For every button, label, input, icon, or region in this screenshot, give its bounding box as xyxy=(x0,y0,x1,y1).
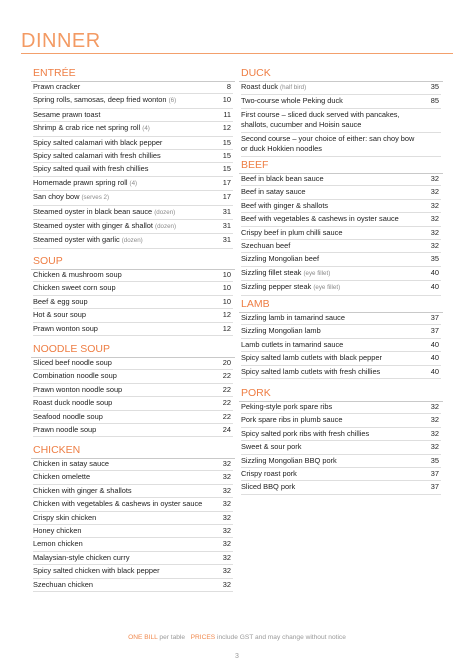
menu-item-name xyxy=(241,441,301,453)
menu-item-name-text: Roast duck xyxy=(241,82,278,91)
menu-item-price: 22 xyxy=(222,411,231,421)
menu-item-name-text: Chicken sweet corn soup xyxy=(33,283,116,293)
menu-item-note: (6) xyxy=(168,97,177,105)
menu-section xyxy=(241,158,441,296)
menu-item xyxy=(33,357,233,370)
menu-item-price: 10 xyxy=(222,95,231,105)
menu-item xyxy=(33,565,233,578)
menu-item-name xyxy=(241,428,369,440)
menu-item-name-text: Sweet & sour pork xyxy=(241,442,302,452)
footer-prices-note: include GST and may change without notice xyxy=(216,634,346,641)
menu-item-price: 37 xyxy=(430,313,439,322)
menu-item-name-text: Beef in black bean sauce xyxy=(241,174,324,183)
menu-item xyxy=(241,401,441,414)
menu-item xyxy=(33,234,233,248)
menu-item-price: 31 xyxy=(222,206,231,216)
menu-item-price: 15 xyxy=(222,164,231,174)
menu-item-price: 22 xyxy=(222,384,231,394)
menu-item-name xyxy=(33,411,103,423)
menu-item xyxy=(241,227,441,240)
menu-item xyxy=(33,552,233,565)
menu-item-price: 35 xyxy=(430,254,439,264)
menu-item xyxy=(241,312,441,325)
menu-item xyxy=(33,81,233,94)
menu-item-price: 32 xyxy=(430,442,439,452)
menu-item xyxy=(33,370,233,383)
menu-item xyxy=(33,269,233,282)
menu-item-name-text: Lamb cutlets in tamarind sauce xyxy=(241,339,344,349)
page-title: DINNER xyxy=(21,30,101,52)
menu-item xyxy=(33,458,233,471)
menu-item-name xyxy=(241,281,340,294)
menu-item xyxy=(33,323,233,336)
menu-item-name xyxy=(241,173,324,185)
menu-item xyxy=(241,352,441,365)
menu-item-name xyxy=(241,213,399,225)
menu-item-name xyxy=(241,267,330,280)
menu-item xyxy=(33,191,233,205)
menu-item-name xyxy=(241,455,337,467)
menu-item-name-text: Honey chicken xyxy=(33,526,82,536)
menu-item-name xyxy=(33,370,117,382)
section-heading: SOUP xyxy=(33,255,63,267)
menu-item-price: 32 xyxy=(430,187,439,197)
menu-item-name-text: Steamed oyster in black bean sauce xyxy=(33,206,153,216)
menu-item-name-text: Beef in satay sauce xyxy=(241,187,306,197)
menu-item-price: 37 xyxy=(430,469,439,479)
menu-item-price: 40 xyxy=(430,282,439,292)
section-heading: CHICKEN xyxy=(33,444,81,456)
menu-item-price: 11 xyxy=(223,109,231,119)
menu-item-name xyxy=(33,206,175,219)
menu-item-name-text: Steamed oyster with ginger & shallot xyxy=(33,221,153,231)
menu-item-name-text: Sizzling lamb in tamarind sauce xyxy=(241,313,345,322)
menu-item xyxy=(241,213,441,226)
menu-item xyxy=(33,411,233,424)
footer-one-bill: ONE BILL xyxy=(128,634,158,641)
menu-item xyxy=(241,414,441,427)
menu-item-name xyxy=(33,384,122,396)
menu-item-name-text: Two-course whole Peking duck xyxy=(241,96,343,106)
menu-item-name-text: Beef with vegetables & cashews in oyster sauce xyxy=(241,214,399,224)
menu-item-list xyxy=(33,357,233,437)
menu-item-price: 12 xyxy=(222,123,231,133)
menu-item-name xyxy=(241,366,380,378)
menu-item-name xyxy=(241,134,421,154)
menu-item-price: 10 xyxy=(222,270,231,279)
menu-item-note: (4) xyxy=(129,179,138,187)
menu-item xyxy=(241,240,441,253)
menu-item-name xyxy=(33,282,116,294)
menu-item-name-text: Spicy salted quail with fresh chillies xyxy=(33,164,149,174)
menu-item-price: 22 xyxy=(222,398,231,408)
menu-item-name-text: Spring rolls, samosas, deep fried wonton xyxy=(33,95,167,105)
menu-item-note: (4) xyxy=(142,125,150,133)
menu-item-name-text: Chicken & mushroom soup xyxy=(33,270,122,279)
menu-item xyxy=(33,397,233,410)
menu-item-price: 32 xyxy=(222,512,231,522)
menu-section xyxy=(33,342,233,437)
menu-item-price: 32 xyxy=(430,227,439,237)
section-heading: DUCK xyxy=(241,67,271,79)
menu-item-name-text: Hot & sour soup xyxy=(33,310,86,320)
menu-item-name xyxy=(33,579,93,591)
menu-item-name-text: Sizzling pepper steak xyxy=(241,282,312,292)
menu-item-name xyxy=(33,137,162,149)
menu-item-name-text: Combination noodle soup xyxy=(33,371,117,381)
menu-item-name-text: Shrimp & crab rice net spring roll xyxy=(33,123,141,133)
menu-item xyxy=(33,296,233,309)
menu-item-name-text: Roast duck noodle soup xyxy=(33,398,113,408)
menu-item-price: 32 xyxy=(430,200,439,210)
menu-item-price: 17 xyxy=(222,192,231,202)
menu-item-name-text: Spicy salted lamb cutlets with black pepper xyxy=(241,353,382,363)
menu-item-price: 40 xyxy=(430,353,439,363)
menu-item-name xyxy=(241,414,342,426)
title-divider xyxy=(21,53,453,54)
menu-item-price: 40 xyxy=(430,267,439,277)
menu-item xyxy=(33,309,233,322)
menu-item-name xyxy=(241,227,342,239)
footer-note xyxy=(0,634,474,641)
menu-item-name-text: Prawn wonton noodle soup xyxy=(33,384,123,394)
menu-item xyxy=(33,206,233,220)
menu-item-price: 40 xyxy=(430,366,439,376)
footer-prices: PRICES xyxy=(190,634,216,641)
menu-item-note: (half bird) xyxy=(280,84,307,91)
menu-item-price: 32 xyxy=(430,415,439,425)
menu-item xyxy=(241,81,441,95)
menu-section xyxy=(33,66,233,249)
menu-item-name-text: Beef with ginger & shallots xyxy=(241,200,329,210)
menu-item xyxy=(33,579,233,592)
menu-item xyxy=(241,95,441,108)
menu-item-price: 31 xyxy=(222,221,231,231)
menu-item-name-text: Prawn noodle soup xyxy=(33,425,97,435)
menu-item xyxy=(241,173,441,186)
menu-item-name-text: Crispy roast pork xyxy=(241,469,297,479)
menu-item xyxy=(241,281,441,295)
menu-item-name xyxy=(241,186,306,198)
menu-item-price: 32 xyxy=(430,214,439,224)
menu-item-name xyxy=(241,240,290,252)
section-heading: PORK xyxy=(241,387,271,399)
menu-item xyxy=(241,366,441,379)
menu-item xyxy=(33,525,233,538)
menu-item xyxy=(33,94,233,108)
footer-per-table: per table xyxy=(159,634,186,641)
menu-section xyxy=(33,443,233,592)
menu-item-price: 31 xyxy=(222,235,231,245)
menu-item-name xyxy=(33,357,112,369)
menu-item-price: 32 xyxy=(222,566,231,576)
menu-item-name-text: Spicy salted calamari with black pepper xyxy=(33,137,163,147)
menu-item xyxy=(241,325,441,338)
menu-item-price: 32 xyxy=(222,499,231,509)
menu-item xyxy=(33,150,233,163)
menu-item-name xyxy=(33,94,176,107)
menu-item xyxy=(33,163,233,176)
menu-item-list xyxy=(33,269,233,336)
menu-section xyxy=(241,297,441,379)
menu-item xyxy=(33,122,233,136)
menu-item-name-text: Pork spare ribs in plumb sauce xyxy=(241,415,343,425)
menu-item-name xyxy=(241,110,421,130)
menu-item-name-text: Spicy salted calamari with fresh chillies xyxy=(33,151,161,161)
menu-item-name-text: Sizzling Mongolian beef xyxy=(241,254,320,264)
menu-item-name xyxy=(241,200,328,212)
menu-item xyxy=(241,253,441,266)
menu-item-name xyxy=(241,253,319,265)
menu-item xyxy=(241,109,441,133)
menu-item-price: 15 xyxy=(222,151,231,161)
menu-item-name-text: First course – sliced duck served with pancakes, shallots, cucumber and Hoisin sauce xyxy=(241,109,400,129)
menu-item-name-text: Szechuan chicken xyxy=(33,579,93,589)
menu-item-name-text: Sizzling Mongolian lamb xyxy=(241,326,321,336)
menu-item-note: (dozen) xyxy=(121,237,143,245)
menu-item xyxy=(33,538,233,551)
menu-item xyxy=(33,109,233,122)
menu-section xyxy=(33,254,233,336)
menu-item-name-text: Chicken in satay sauce xyxy=(33,459,109,468)
menu-item-price: 32 xyxy=(430,241,439,251)
section-heading: LAMB xyxy=(241,298,270,310)
menu-item-name-text: Sesame prawn toast xyxy=(33,109,101,119)
menu-item-name xyxy=(241,468,297,480)
menu-item-name xyxy=(33,538,83,550)
menu-item-note: (eye fillet) xyxy=(303,269,331,277)
menu-item-name-text: Spicy salted pork ribs with fresh chillies xyxy=(241,428,370,438)
menu-item-name xyxy=(33,191,109,204)
menu-item-name xyxy=(241,81,306,94)
menu-item-name xyxy=(33,150,161,162)
menu-item xyxy=(241,186,441,199)
menu-item-name-text: San choy bow xyxy=(33,192,80,202)
section-heading: ENTRÉE xyxy=(33,67,76,79)
menu-item xyxy=(241,481,441,494)
menu-item-name xyxy=(33,177,137,190)
menu-item-price: 17 xyxy=(222,177,231,187)
menu-item-price: 32 xyxy=(430,402,439,411)
menu-item-name xyxy=(33,424,96,436)
menu-item-name-text: Peking-style pork spare ribs xyxy=(241,402,333,411)
menu-item-name xyxy=(33,220,176,233)
menu-item-list xyxy=(241,312,441,379)
menu-item xyxy=(33,384,233,397)
menu-item-note: (dozen) xyxy=(154,208,176,216)
menu-item-name xyxy=(33,109,100,121)
section-heading: NOODLE SOUP xyxy=(33,343,111,355)
menu-item-price: 37 xyxy=(430,482,439,492)
menu-item-name-text: Homemade prawn spring roll xyxy=(33,177,128,187)
menu-item-name-text: Spicy salted lamb cutlets with fresh chillies xyxy=(241,366,381,376)
menu-item-name-text: Prawn cracker xyxy=(33,82,81,91)
menu-item-name xyxy=(33,269,122,281)
menu-item-name xyxy=(33,458,109,470)
menu-item-price: 32 xyxy=(222,552,231,562)
menu-item xyxy=(33,512,233,525)
menu-item-list xyxy=(241,81,441,157)
menu-item-name xyxy=(33,296,88,308)
menu-item-name xyxy=(241,339,343,351)
menu-item-price: 37 xyxy=(430,326,439,336)
menu-item-price: 20 xyxy=(222,358,231,367)
menu-item-price: 32 xyxy=(222,539,231,549)
menu-item xyxy=(33,485,233,498)
menu-item xyxy=(33,471,233,484)
menu-item-price: 10 xyxy=(222,296,231,306)
menu-item-name-text: Sliced BBQ pork xyxy=(241,482,296,492)
menu-section xyxy=(241,386,441,495)
section-heading: BEEF xyxy=(241,159,269,171)
menu-item-price: 32 xyxy=(222,472,231,482)
menu-item xyxy=(33,220,233,234)
menu-item-name xyxy=(33,512,96,524)
menu-item xyxy=(241,441,441,454)
menu-item-price: 35 xyxy=(430,82,439,91)
menu-item-list xyxy=(33,81,233,249)
menu-item-price: 15 xyxy=(222,137,231,147)
menu-item-price: 32 xyxy=(222,579,231,589)
menu-item-note: (eye fillet) xyxy=(313,284,341,292)
menu-item xyxy=(33,498,233,511)
menu-item-price: 35 xyxy=(430,455,439,465)
menu-item-note: (serves 2) xyxy=(81,194,110,202)
menu-item-name xyxy=(33,471,90,483)
menu-item xyxy=(33,137,233,150)
menu-item-price: 32 xyxy=(222,526,231,536)
menu-item-price: 10 xyxy=(222,283,231,293)
menu-item-price: 32 xyxy=(430,174,439,183)
menu-item-name-text: Prawn wonton soup xyxy=(33,323,98,333)
menu-item-price: 8 xyxy=(226,82,231,91)
menu-item-price: 24 xyxy=(222,425,231,435)
menu-item-name-text: Lemon chicken xyxy=(33,539,83,549)
menu-item-price: 12 xyxy=(222,323,231,333)
menu-item-name xyxy=(241,325,321,337)
menu-item-name xyxy=(33,323,98,335)
menu-item-price: 32 xyxy=(222,485,231,495)
menu-item-name xyxy=(241,312,345,324)
menu-item-name-text: Sizzling Mongolian BBQ pork xyxy=(241,455,337,465)
menu-item-name xyxy=(241,95,343,107)
menu-item-name xyxy=(33,552,130,564)
menu-item xyxy=(241,455,441,468)
menu-item xyxy=(241,200,441,213)
menu-item-price: 85 xyxy=(430,96,439,106)
menu-item-name-text: Second course – your choice of either: san choy bow or duck Hokkien noodles xyxy=(241,133,415,153)
menu-item-name-text: Szechuan beef xyxy=(241,241,291,251)
menu-item-name-text: Crispy beef in plum chilli sauce xyxy=(241,227,343,237)
menu-item xyxy=(33,282,233,295)
menu-item xyxy=(241,267,441,281)
menu-item-name xyxy=(33,565,160,577)
menu-item-name xyxy=(33,81,80,93)
menu-item-name xyxy=(33,234,143,247)
menu-item-name-text: Sizzling fillet steak xyxy=(241,267,302,277)
page-number: 3 xyxy=(235,653,239,660)
menu-item-name xyxy=(33,163,148,175)
menu-item-note: (dozen) xyxy=(155,223,177,231)
menu-item-name-text: Crispy skin chicken xyxy=(33,512,97,522)
menu-item-name-text: Seafood noodle soup xyxy=(33,411,103,421)
menu-item-name xyxy=(33,498,202,510)
menu-item-name xyxy=(33,525,81,537)
menu-item-name-text: Chicken omelette xyxy=(33,472,91,482)
menu-item xyxy=(241,133,441,157)
menu-item-name xyxy=(33,397,112,409)
menu-item-name-text: Malaysian-style chicken curry xyxy=(33,552,130,562)
menu-item-name xyxy=(241,401,332,413)
menu-item-price: 12 xyxy=(222,310,231,320)
menu-item-name xyxy=(241,352,382,364)
menu-item-name xyxy=(33,485,132,497)
menu-item-name-text: Beef & egg soup xyxy=(33,296,88,306)
menu-section xyxy=(241,66,441,157)
menu-item xyxy=(241,468,441,481)
menu-item-name xyxy=(33,122,150,135)
menu-item xyxy=(241,339,441,352)
menu-item-name-text: Spicy salted chicken with black pepper xyxy=(33,566,160,576)
menu-item xyxy=(33,424,233,437)
menu-item-price: 32 xyxy=(222,459,231,468)
menu-item-name-text: Sliced beef noodle soup xyxy=(33,358,112,367)
menu-item-price: 40 xyxy=(430,339,439,349)
menu-item-name-text: Chicken with vegetables & cashews in oyster sauce xyxy=(33,499,203,509)
menu-item-name-text: Steamed oyster with garlic xyxy=(33,235,120,245)
menu-item-price: 32 xyxy=(430,428,439,438)
menu-item-price: 22 xyxy=(222,371,231,381)
menu-item-list xyxy=(241,401,441,495)
menu-item-name-text: Chicken with ginger & shallots xyxy=(33,485,132,495)
menu-item xyxy=(33,177,233,191)
menu-item-name xyxy=(241,481,295,493)
menu-item-list xyxy=(33,458,233,592)
menu-item xyxy=(241,428,441,441)
menu-item-list xyxy=(241,173,441,296)
menu-item-name xyxy=(33,309,86,321)
